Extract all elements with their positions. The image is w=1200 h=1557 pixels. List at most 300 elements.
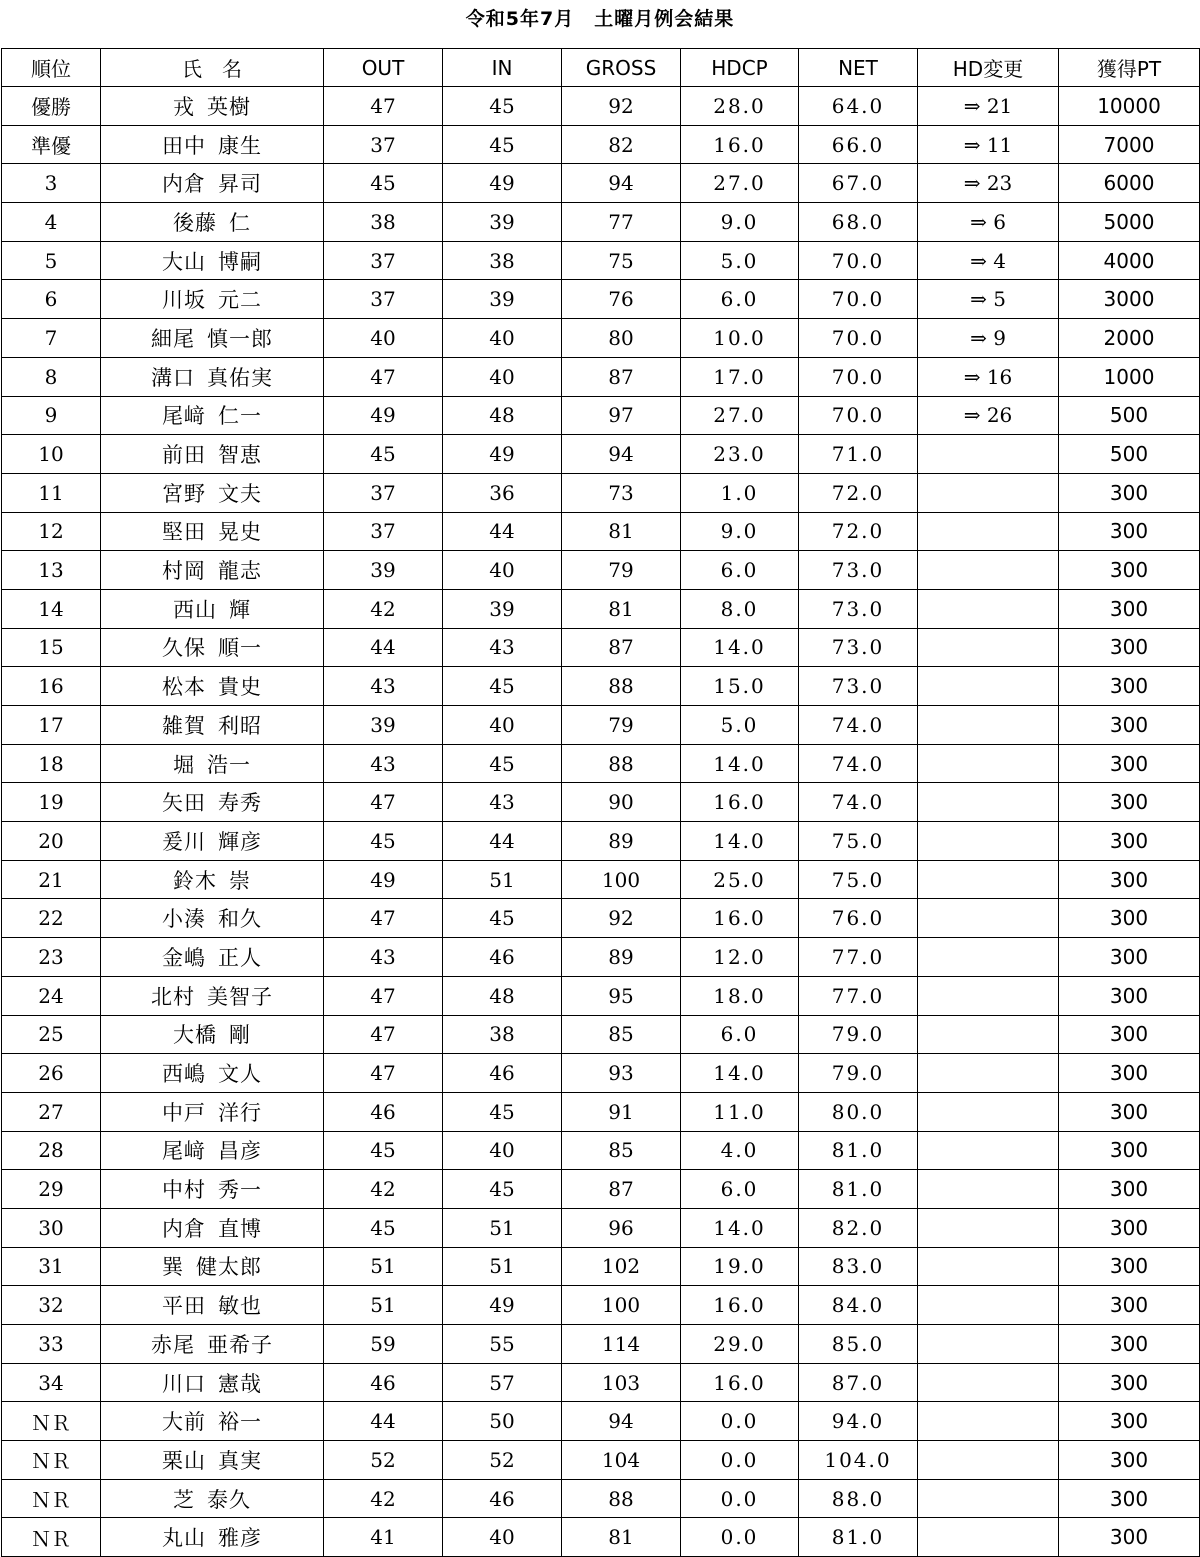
net-cell: 71.0 [799, 435, 918, 474]
net-cell: 70.0 [799, 357, 918, 396]
net-cell: 75.0 [799, 822, 918, 861]
table-row [2, 1015, 1200, 1054]
family-name: 金嶋 [162, 945, 206, 970]
out-cell: 43 [324, 744, 443, 783]
name-cell [101, 1092, 324, 1131]
hd-change-cell [918, 1131, 1059, 1170]
family-name: 内倉 [162, 1216, 206, 1241]
points-cell: 10000 [1059, 87, 1200, 126]
points-cell: 300 [1059, 822, 1200, 861]
family-name: 赤尾 [151, 1332, 195, 1357]
given-name: 秀一 [218, 1178, 262, 1203]
family-name: 西山 [173, 597, 217, 622]
points-cell: 300 [1059, 899, 1200, 938]
gross-cell: 104 [562, 1441, 681, 1480]
rank-cell: 11 [2, 473, 101, 512]
hd-change-cell [918, 1170, 1059, 1209]
given-name: 剛 [229, 1023, 251, 1048]
hdcp-cell: 15.0 [681, 667, 799, 706]
in-cell: 39 [443, 589, 562, 628]
hdcp-cell: 18.0 [681, 976, 799, 1015]
hdcp-cell: 16.0 [681, 125, 799, 164]
hd-change-cell [918, 1363, 1059, 1402]
header-hdcp: HDCP [681, 49, 799, 87]
gross-cell: 96 [562, 1208, 681, 1247]
gross-cell: 91 [562, 1092, 681, 1131]
rank-cell: 31 [2, 1247, 101, 1286]
net-cell: 76.0 [799, 899, 918, 938]
name-cell [101, 435, 324, 474]
points-cell: 300 [1059, 1247, 1200, 1286]
family-name: 村岡 [162, 559, 206, 584]
hdcp-cell: 16.0 [681, 1363, 799, 1402]
table-row [2, 706, 1200, 745]
name-cell [101, 203, 324, 242]
out-cell: 47 [324, 976, 443, 1015]
hdcp-cell: 1.0 [681, 473, 799, 512]
hd-change-cell: ⇒ 16 [918, 357, 1059, 396]
rank-cell: 22 [2, 899, 101, 938]
name-cell [101, 938, 324, 977]
header-row [2, 49, 1200, 87]
gross-cell: 114 [562, 1325, 681, 1364]
table-row [2, 1363, 1200, 1402]
points-cell: 300 [1059, 744, 1200, 783]
hd-change-cell: ⇒ 21 [918, 87, 1059, 126]
net-cell: 73.0 [799, 628, 918, 667]
name-cell [101, 783, 324, 822]
rank-cell: 16 [2, 667, 101, 706]
hd-change-cell [918, 435, 1059, 474]
net-cell: 81.0 [799, 1170, 918, 1209]
rank-cell: 12 [2, 512, 101, 551]
hdcp-cell: 14.0 [681, 744, 799, 783]
gross-cell: 95 [562, 976, 681, 1015]
points-cell: 300 [1059, 860, 1200, 899]
hd-change-cell: ⇒ 4 [918, 241, 1059, 280]
gross-cell: 85 [562, 1131, 681, 1170]
given-name: 亜希子 [207, 1332, 273, 1357]
out-cell: 37 [324, 241, 443, 280]
hdcp-cell: 8.0 [681, 589, 799, 628]
header-in: IN [443, 49, 562, 87]
in-cell: 45 [443, 667, 562, 706]
rank-cell: 34 [2, 1363, 101, 1402]
hd-change-cell [918, 1054, 1059, 1093]
rank-cell: 19 [2, 783, 101, 822]
points-cell: 300 [1059, 1015, 1200, 1054]
points-cell: 300 [1059, 1363, 1200, 1402]
points-cell: 300 [1059, 938, 1200, 977]
given-name: 泰久 [207, 1487, 251, 1512]
hdcp-cell: 14.0 [681, 1054, 799, 1093]
out-cell: 45 [324, 822, 443, 861]
gross-cell: 88 [562, 667, 681, 706]
points-cell: 300 [1059, 1054, 1200, 1093]
points-cell: 300 [1059, 1518, 1200, 1557]
given-name: 美智子 [207, 984, 273, 1009]
hdcp-cell: 0.0 [681, 1479, 799, 1518]
family-name: 平田 [162, 1294, 206, 1319]
given-name: 慎一郎 [207, 326, 273, 351]
hd-change-cell: ⇒ 23 [918, 164, 1059, 203]
name-cell [101, 164, 324, 203]
points-cell: 300 [1059, 1325, 1200, 1364]
out-cell: 42 [324, 589, 443, 628]
gross-cell: 76 [562, 280, 681, 319]
hdcp-cell: 14.0 [681, 822, 799, 861]
table-row [2, 628, 1200, 667]
in-cell: 43 [443, 628, 562, 667]
net-cell: 87.0 [799, 1363, 918, 1402]
points-cell: 300 [1059, 589, 1200, 628]
table-row [2, 1402, 1200, 1441]
family-name: 丸山 [162, 1526, 206, 1551]
hd-change-cell [918, 783, 1059, 822]
net-cell: 81.0 [799, 1131, 918, 1170]
points-cell: 300 [1059, 1441, 1200, 1480]
gross-cell: 73 [562, 473, 681, 512]
table-row [2, 783, 1200, 822]
gross-cell: 80 [562, 319, 681, 358]
points-cell: 300 [1059, 473, 1200, 512]
out-cell: 40 [324, 319, 443, 358]
points-cell: 300 [1059, 1479, 1200, 1518]
points-cell: 300 [1059, 706, 1200, 745]
net-cell: 73.0 [799, 551, 918, 590]
gross-cell: 81 [562, 1518, 681, 1557]
table-row [2, 822, 1200, 861]
out-cell: 47 [324, 1015, 443, 1054]
gross-cell: 85 [562, 1015, 681, 1054]
hd-change-cell [918, 822, 1059, 861]
net-cell: 104.0 [799, 1441, 918, 1480]
hdcp-cell: 9.0 [681, 203, 799, 242]
given-name: 晃史 [218, 520, 262, 545]
given-name: 康生 [218, 133, 262, 158]
points-cell: 500 [1059, 396, 1200, 435]
points-cell: 300 [1059, 783, 1200, 822]
rank-cell: 8 [2, 357, 101, 396]
out-cell: 42 [324, 1170, 443, 1209]
table-row [2, 744, 1200, 783]
hdcp-cell: 19.0 [681, 1247, 799, 1286]
hdcp-cell: 16.0 [681, 783, 799, 822]
rank-cell: 27 [2, 1092, 101, 1131]
given-name: 順一 [218, 636, 262, 661]
table-row [2, 1054, 1200, 1093]
in-cell: 38 [443, 1015, 562, 1054]
rank-cell: ＮＲ [2, 1479, 101, 1518]
hdcp-cell: 6.0 [681, 280, 799, 319]
out-cell: 47 [324, 899, 443, 938]
hdcp-cell: 0.0 [681, 1518, 799, 1557]
net-cell: 72.0 [799, 473, 918, 512]
hdcp-cell: 6.0 [681, 1015, 799, 1054]
family-name: 芝 [173, 1487, 195, 1512]
hdcp-cell: 5.0 [681, 241, 799, 280]
family-name: 細尾 [151, 326, 195, 351]
given-name: 龍志 [218, 559, 262, 584]
in-cell: 40 [443, 551, 562, 590]
name-cell [101, 396, 324, 435]
hdcp-cell: 16.0 [681, 1286, 799, 1325]
rank-cell: 14 [2, 589, 101, 628]
family-name: 巽 [162, 1255, 184, 1280]
table-row [2, 473, 1200, 512]
rank-cell: 20 [2, 822, 101, 861]
name-cell [101, 1402, 324, 1441]
family-name: 尾﨑 [162, 404, 206, 429]
net-cell: 70.0 [799, 396, 918, 435]
family-name: 尾﨑 [162, 1139, 206, 1164]
name-cell [101, 628, 324, 667]
out-cell: 47 [324, 357, 443, 396]
family-name: 鈴木 [173, 868, 217, 893]
hdcp-cell: 6.0 [681, 551, 799, 590]
net-cell: 70.0 [799, 319, 918, 358]
given-name: 洋行 [218, 1100, 262, 1125]
gross-cell: 81 [562, 589, 681, 628]
family-name: 堅田 [162, 520, 206, 545]
out-cell: 43 [324, 667, 443, 706]
given-name: 文人 [218, 1062, 262, 1087]
out-cell: 41 [324, 1518, 443, 1557]
name-cell [101, 125, 324, 164]
header-gross: GROSS [562, 49, 681, 87]
table-row [2, 1247, 1200, 1286]
rank-cell: 21 [2, 860, 101, 899]
points-cell: 6000 [1059, 164, 1200, 203]
hd-change-cell [918, 899, 1059, 938]
rank-cell: 26 [2, 1054, 101, 1093]
points-cell: 300 [1059, 628, 1200, 667]
in-cell: 44 [443, 822, 562, 861]
rank-cell: 6 [2, 280, 101, 319]
points-cell: 2000 [1059, 319, 1200, 358]
name-cell [101, 1518, 324, 1557]
gross-cell: 103 [562, 1363, 681, 1402]
table-row [2, 976, 1200, 1015]
rank-cell: 3 [2, 164, 101, 203]
table-row [2, 319, 1200, 358]
name-cell [101, 1479, 324, 1518]
rank-cell: 23 [2, 938, 101, 977]
family-name: 溝口 [151, 365, 195, 390]
rank-cell: 5 [2, 241, 101, 280]
rank-cell: 7 [2, 319, 101, 358]
given-name: 直博 [218, 1216, 262, 1241]
given-name: 昌彦 [218, 1139, 262, 1164]
page-title: 令和5年7月 土曜月例会結果 [465, 8, 735, 30]
gross-cell: 79 [562, 706, 681, 745]
table-row [2, 241, 1200, 280]
in-cell: 51 [443, 1208, 562, 1247]
in-cell: 50 [443, 1402, 562, 1441]
net-cell: 75.0 [799, 860, 918, 899]
points-cell: 300 [1059, 1402, 1200, 1441]
rank-cell: 25 [2, 1015, 101, 1054]
name-cell [101, 744, 324, 783]
family-name: 堀 [173, 752, 195, 777]
results-table [1, 48, 1200, 1557]
hd-change-cell [918, 473, 1059, 512]
points-cell: 300 [1059, 551, 1200, 590]
in-cell: 39 [443, 280, 562, 319]
family-name: 栗山 [162, 1448, 206, 1473]
name-cell [101, 1054, 324, 1093]
gross-cell: 77 [562, 203, 681, 242]
family-name: 久保 [162, 636, 206, 661]
name-cell [101, 667, 324, 706]
gross-cell: 87 [562, 357, 681, 396]
in-cell: 45 [443, 899, 562, 938]
in-cell: 39 [443, 203, 562, 242]
out-cell: 49 [324, 860, 443, 899]
net-cell: 73.0 [799, 589, 918, 628]
out-cell: 59 [324, 1325, 443, 1364]
points-cell: 300 [1059, 976, 1200, 1015]
hd-change-cell [918, 628, 1059, 667]
gross-cell: 81 [562, 512, 681, 551]
hdcp-cell: 14.0 [681, 628, 799, 667]
header-name: 氏 名 [101, 49, 324, 87]
net-cell: 70.0 [799, 241, 918, 280]
hdcp-cell: 25.0 [681, 860, 799, 899]
points-cell: 300 [1059, 512, 1200, 551]
given-name: 崇 [229, 868, 251, 893]
family-name: 雑賀 [162, 713, 206, 738]
in-cell: 40 [443, 319, 562, 358]
table-row [2, 1131, 1200, 1170]
net-cell: 66.0 [799, 125, 918, 164]
gross-cell: 89 [562, 938, 681, 977]
header-points: 獲得PT [1059, 49, 1200, 87]
out-cell: 45 [324, 164, 443, 203]
family-name: 川口 [162, 1371, 206, 1396]
family-name: 後藤 [173, 210, 217, 235]
table-row [2, 1325, 1200, 1364]
given-name: 元二 [218, 288, 262, 313]
out-cell: 47 [324, 783, 443, 822]
hd-change-cell [918, 1441, 1059, 1480]
in-cell: 46 [443, 1479, 562, 1518]
given-name: 仁一 [218, 404, 262, 429]
name-cell [101, 976, 324, 1015]
table-row [2, 860, 1200, 899]
name-cell [101, 551, 324, 590]
given-name: 雅彦 [218, 1526, 262, 1551]
rank-cell: 33 [2, 1325, 101, 1364]
given-name: 敏也 [218, 1294, 262, 1319]
in-cell: 48 [443, 396, 562, 435]
points-cell: 500 [1059, 435, 1200, 474]
hd-change-cell [918, 744, 1059, 783]
given-name: 裕一 [218, 1410, 262, 1435]
hdcp-cell: 0.0 [681, 1441, 799, 1480]
in-cell: 40 [443, 1131, 562, 1170]
family-name: 北村 [151, 984, 195, 1009]
family-name: 松本 [162, 675, 206, 700]
out-cell: 51 [324, 1247, 443, 1286]
rank-cell: ＮＲ [2, 1441, 101, 1480]
table-row [2, 1170, 1200, 1209]
hd-change-cell: ⇒ 11 [918, 125, 1059, 164]
net-cell: 68.0 [799, 203, 918, 242]
header-hd-change: HD変更 [918, 49, 1059, 87]
out-cell: 37 [324, 512, 443, 551]
hdcp-cell: 11.0 [681, 1092, 799, 1131]
hd-change-cell [918, 589, 1059, 628]
hdcp-cell: 0.0 [681, 1402, 799, 1441]
name-cell [101, 1286, 324, 1325]
family-name: 川坂 [162, 288, 206, 313]
out-cell: 37 [324, 473, 443, 512]
hd-change-cell [918, 1479, 1059, 1518]
name-cell [101, 706, 324, 745]
family-name: 爰川 [162, 829, 206, 854]
table-row [2, 899, 1200, 938]
out-cell: 43 [324, 938, 443, 977]
hdcp-cell: 27.0 [681, 164, 799, 203]
hdcp-cell: 12.0 [681, 938, 799, 977]
gross-cell: 92 [562, 87, 681, 126]
family-name: 中村 [162, 1178, 206, 1203]
points-cell: 3000 [1059, 280, 1200, 319]
rank-cell: 32 [2, 1286, 101, 1325]
in-cell: 43 [443, 783, 562, 822]
out-cell: 42 [324, 1479, 443, 1518]
given-name: 健太郎 [196, 1255, 262, 1280]
name-cell [101, 860, 324, 899]
out-cell: 51 [324, 1286, 443, 1325]
out-cell: 49 [324, 396, 443, 435]
given-name: 真実 [218, 1448, 262, 1473]
given-name: 利昭 [218, 713, 262, 738]
out-cell: 44 [324, 628, 443, 667]
out-cell: 46 [324, 1363, 443, 1402]
in-cell: 44 [443, 512, 562, 551]
in-cell: 36 [443, 473, 562, 512]
family-name: 田中 [162, 133, 206, 158]
given-name: 貴史 [218, 675, 262, 700]
table-row [2, 938, 1200, 977]
given-name: 和久 [218, 907, 262, 932]
table-row [2, 551, 1200, 590]
out-cell: 47 [324, 1054, 443, 1093]
out-cell: 45 [324, 435, 443, 474]
hd-change-cell [918, 1518, 1059, 1557]
points-cell: 4000 [1059, 241, 1200, 280]
points-cell: 300 [1059, 667, 1200, 706]
given-name: 仁 [229, 210, 251, 235]
rank-cell: 18 [2, 744, 101, 783]
hdcp-cell: 17.0 [681, 357, 799, 396]
given-name: 輝 [229, 597, 251, 622]
family-name: 前田 [162, 443, 206, 468]
hd-change-cell [918, 1247, 1059, 1286]
gross-cell: 100 [562, 1286, 681, 1325]
hd-change-cell: ⇒ 6 [918, 203, 1059, 242]
gross-cell: 88 [562, 1479, 681, 1518]
table-row [2, 125, 1200, 164]
hd-change-cell [918, 551, 1059, 590]
given-name: 寿秀 [218, 791, 262, 816]
table-row [2, 1518, 1200, 1557]
net-cell: 74.0 [799, 744, 918, 783]
hdcp-cell: 4.0 [681, 1131, 799, 1170]
out-cell: 37 [324, 280, 443, 319]
